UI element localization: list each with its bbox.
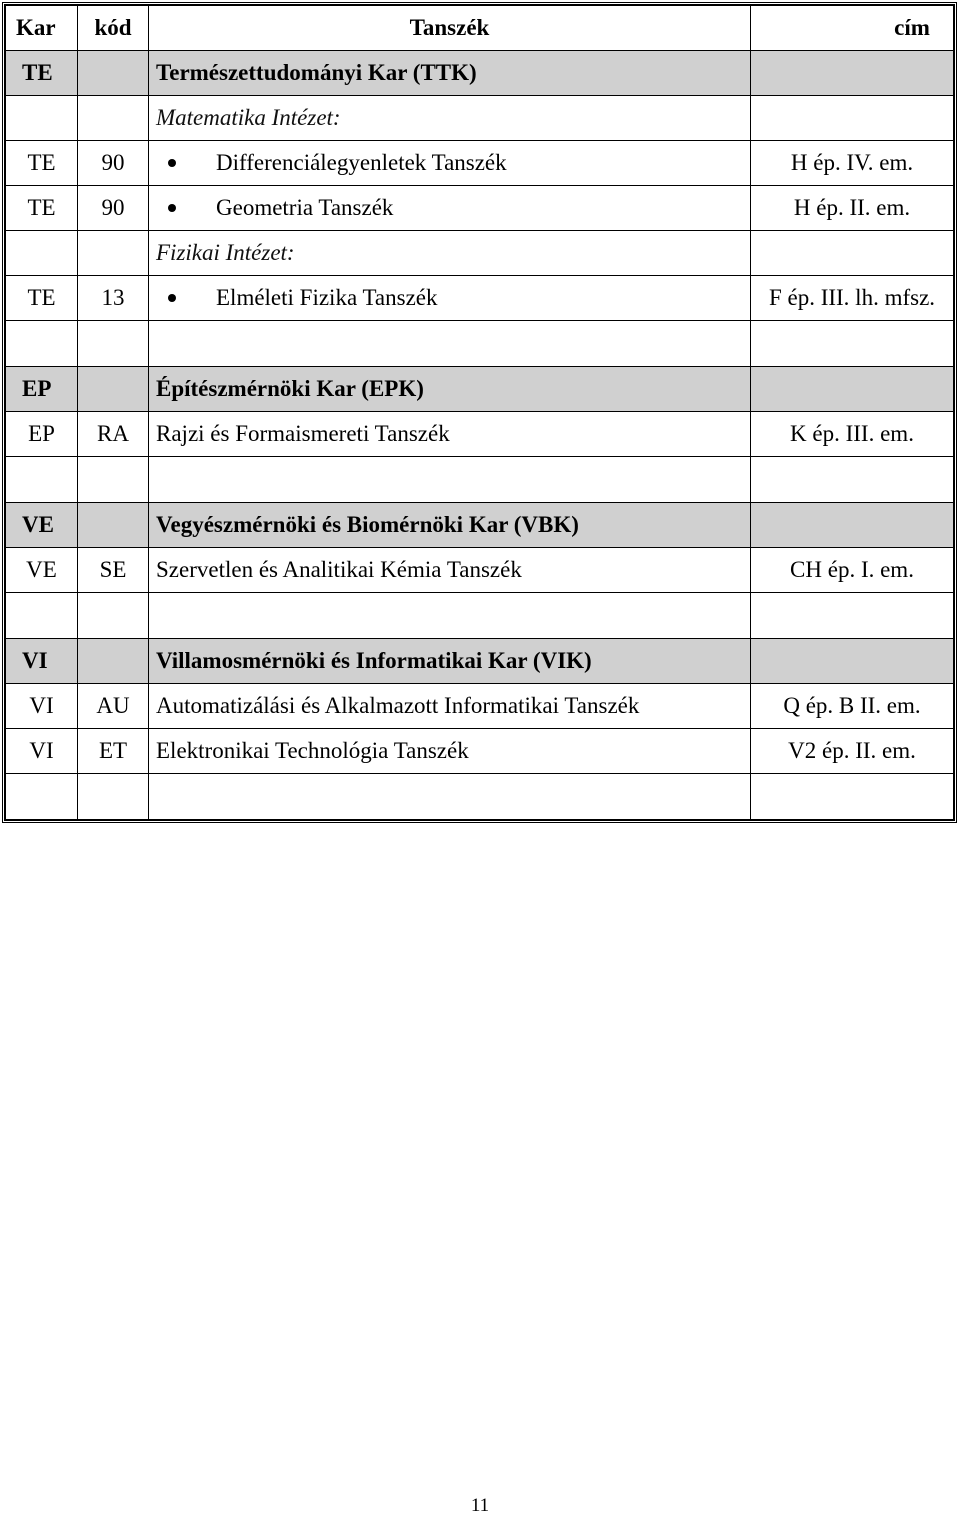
- kod-cell: ET: [78, 729, 149, 774]
- cell-empty: [78, 96, 149, 141]
- faculty-name: Villamosmérnöki és Informatikai Kar (VIK): [149, 639, 751, 684]
- faculty-cim-empty: [751, 503, 954, 548]
- tanszek-cell: Automatizálási és Alkalmazott Informatikai Tanszék: [149, 684, 751, 729]
- cell-empty: [6, 321, 78, 367]
- blank-row: [6, 593, 954, 639]
- cell-empty: [78, 593, 149, 639]
- cell-empty: [149, 774, 751, 820]
- faculty-name: Természettudományi Kar (TTK): [149, 51, 751, 96]
- department-name: Geometria Tanszék: [216, 195, 394, 220]
- kar-cell: EP: [6, 412, 78, 457]
- cell-empty: [6, 457, 78, 503]
- cell-empty: [6, 231, 78, 276]
- kar-cell: TE: [6, 141, 78, 186]
- header-tanszek: Tanszék: [149, 6, 751, 51]
- institute-row-math: [6, 96, 954, 141]
- faculty-cim-empty: [751, 51, 954, 96]
- kar-cell: TE: [6, 276, 78, 321]
- cell-empty: [751, 457, 954, 503]
- bullet-icon: [168, 159, 176, 167]
- header-row: [6, 6, 954, 51]
- kar-cell: TE: [6, 186, 78, 231]
- tanszek-cell: [149, 141, 751, 186]
- cell-empty: [751, 231, 954, 276]
- department-table-grid: [5, 5, 954, 820]
- blank-row: [6, 457, 954, 503]
- kod-cell: 90: [78, 186, 149, 231]
- faculty-code: VI: [6, 639, 78, 684]
- cell-empty: [149, 321, 751, 367]
- cell-empty: [6, 593, 78, 639]
- table-row: [6, 548, 954, 593]
- table-row: [6, 412, 954, 457]
- cim-cell: F ép. III. lh. mfsz.: [751, 276, 954, 321]
- department-name: Differenciálegyenletek Tanszék: [216, 150, 507, 175]
- header-kar: Kar: [6, 6, 78, 51]
- cell-empty: [6, 96, 78, 141]
- cim-cell: CH ép. I. em.: [751, 548, 954, 593]
- institute-name: Matematika Intézet:: [149, 96, 751, 141]
- tanszek-cell: Rajzi és Formaismereti Tanszék: [149, 412, 751, 457]
- faculty-row-vbk: [6, 503, 954, 548]
- cell-empty: [751, 774, 954, 820]
- kod-cell: 90: [78, 141, 149, 186]
- faculty-name: Építészmérnöki Kar (EPK): [149, 367, 751, 412]
- faculty-code: TE: [6, 51, 78, 96]
- faculty-code: VE: [6, 503, 78, 548]
- kod-cell: 13: [78, 276, 149, 321]
- table-row: [6, 141, 954, 186]
- cell-empty: [149, 593, 751, 639]
- table-row: [6, 276, 954, 321]
- bullet-icon: [168, 294, 176, 302]
- cell-empty: [78, 774, 149, 820]
- kod-cell: RA: [78, 412, 149, 457]
- cim-cell: K ép. III. em.: [751, 412, 954, 457]
- tanszek-cell: [149, 276, 751, 321]
- kar-cell: VI: [6, 729, 78, 774]
- page-number: 11: [470, 1495, 490, 1516]
- cell-empty: [751, 593, 954, 639]
- kar-cell: VE: [6, 548, 78, 593]
- bullet-icon: [168, 204, 176, 212]
- faculty-kod-empty: [78, 503, 149, 548]
- cell-empty: [78, 457, 149, 503]
- faculty-row-ttk: [6, 51, 954, 96]
- cim-cell: H ép. II. em.: [751, 186, 954, 231]
- cell-empty: [6, 774, 78, 820]
- faculty-name: Vegyészmérnöki és Biomérnöki Kar (VBK): [149, 503, 751, 548]
- table-row: [6, 186, 954, 231]
- cell-empty: [78, 231, 149, 276]
- faculty-kod-empty: [78, 639, 149, 684]
- department-table: [2, 2, 957, 823]
- tanszek-cell: [149, 186, 751, 231]
- institute-row-physics: [6, 231, 954, 276]
- header-kod: kód: [78, 6, 149, 51]
- department-name: Elméleti Fizika Tanszék: [216, 285, 438, 310]
- tanszek-cell: Elektronikai Technológia Tanszék: [149, 729, 751, 774]
- kod-cell: SE: [78, 548, 149, 593]
- faculty-row-epk: [6, 367, 954, 412]
- table-row: [6, 684, 954, 729]
- cim-cell: H ép. IV. em.: [751, 141, 954, 186]
- faculty-cim-empty: [751, 639, 954, 684]
- faculty-code: EP: [6, 367, 78, 412]
- faculty-kod-empty: [78, 367, 149, 412]
- blank-row: [6, 321, 954, 367]
- tanszek-cell: Szervetlen és Analitikai Kémia Tanszék: [149, 548, 751, 593]
- cim-cell: V2 ép. II. em.: [751, 729, 954, 774]
- header-cim: cím: [751, 6, 954, 51]
- cell-empty: [751, 321, 954, 367]
- table-row: [6, 729, 954, 774]
- faculty-row-vik: [6, 639, 954, 684]
- faculty-kod-empty: [78, 51, 149, 96]
- institute-name: Fizikai Intézet:: [149, 231, 751, 276]
- kod-cell: AU: [78, 684, 149, 729]
- kar-cell: VI: [6, 684, 78, 729]
- blank-row: [6, 774, 954, 820]
- cell-empty: [751, 96, 954, 141]
- cell-empty: [149, 457, 751, 503]
- cell-empty: [78, 321, 149, 367]
- faculty-cim-empty: [751, 367, 954, 412]
- cim-cell: Q ép. B II. em.: [751, 684, 954, 729]
